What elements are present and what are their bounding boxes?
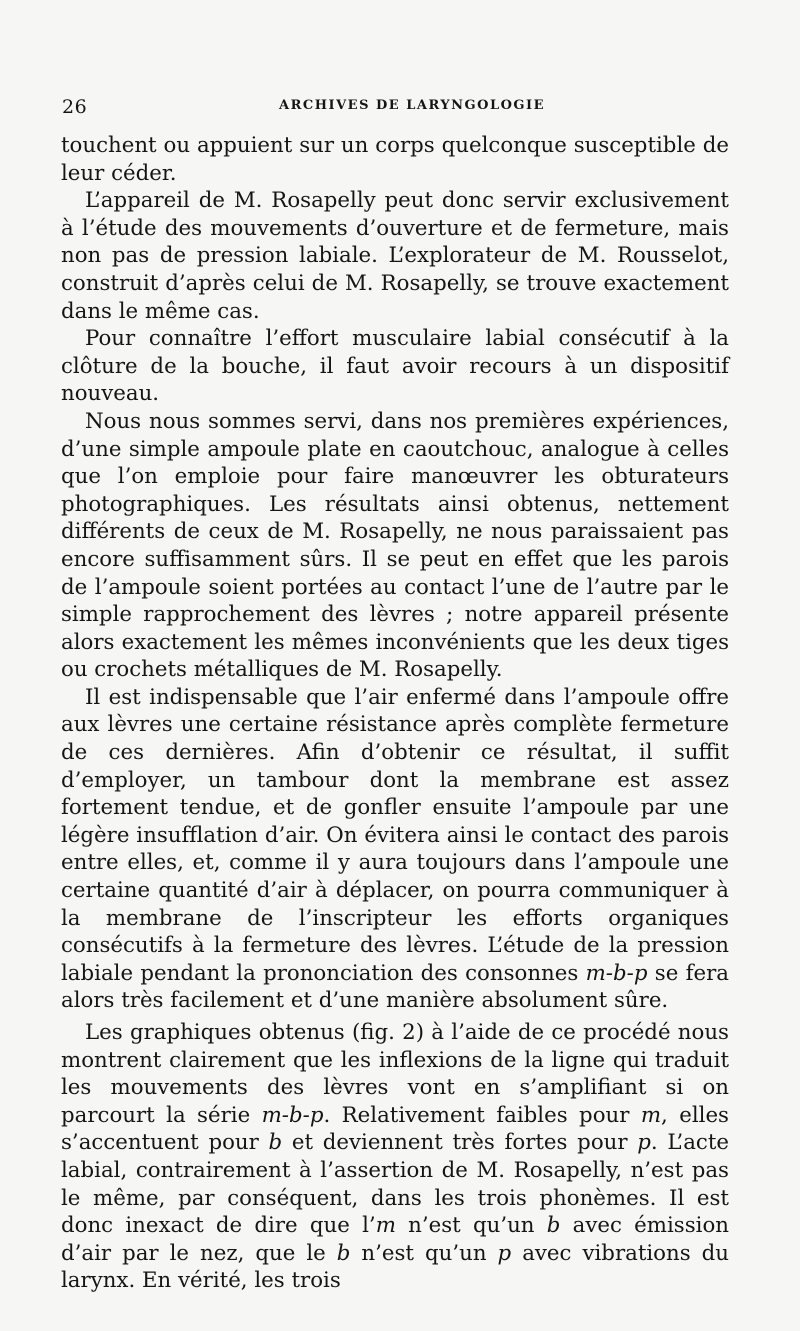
- paragraph-6-text: . L’acte labial, contrairement à l’assertion de M. Rosapelly, n’est pas le même, par conséquent, dans les trois phonèmes. Il est donc inexact de dire que l’: [61, 1130, 729, 1239]
- body-text: [61, 132, 729, 1295]
- paragraph-6-italic: p: [637, 1130, 651, 1156]
- paragraph-4: Nous nous sommes servi, dans nos premières expériences, d’une simple ampoule plate en caoutchouc, analogue à celles que l’on emploie pour faire manœuvrer les obturateurs photographiques. Les résultats ainsi obtenus, nettement différents de ceux de M. Rosapelly, ne nous paraissaient pas encore suffisamment sûrs. Il se peut en effet que les parois de l’ampoule soient portées au contact l’une de l’autre par le simple rapprochement des lèvres ; notre appareil présente alors exactement les mêmes inconvénients que les deux tiges ou crochets métalliques de M. Rosapelly.: [61, 408, 729, 683]
- paragraph-6-italic: m-b-p: [261, 1102, 324, 1128]
- paragraph-2: L’appareil de M. Rosapelly peut donc servir exclusivement à l’étude des mouvements d’ouverture et de fermeture, mais non pas de pression labiale. L’explorateur de M. Rousselot, construit d’après celui de M. Rosapelly, se trouve exactement dans le même cas.: [61, 188, 729, 324]
- paragraph-6: [61, 1019, 729, 1295]
- paragraph-6-text: . Relativement faibles pour: [323, 1102, 641, 1128]
- running-head: ARCHIVES DE LARYNGOLOGIE: [279, 98, 545, 113]
- paragraph-6-italic: b: [336, 1240, 351, 1266]
- paragraph-6-text: n’est qu’un: [395, 1213, 547, 1239]
- paragraph-6-text: Les graphiques obtenus (fig. 2) à l’aide de ce procédé nous montrent clairement que les inflexions de la ligne qui traduit les mouvements des lèvres vont en s’amplifiant si on parcourt la série: [61, 1020, 729, 1128]
- paragraph-6-italic: p: [497, 1240, 512, 1266]
- page-number: 26: [62, 96, 88, 118]
- paragraph-5-text-a: Il est indispensable que l’air enfermé dans l’ampoule offre aux lèvres une certaine résistance après complète fermeture de ces dernières. Afin d’obtenir ce résultat, il suffit d’employer, un tambour dont la membrane est assez fortement tendue, et de gonfler ensuite l’ampoule par une légère insufflation d’air. On évitera ainsi le contact des parois entre elles, et, comme il y aura toujours dans l’ampoule une certaine quantité d’air à déplacer, on pourra communiquer à la membrane de l’inscripteur les efforts organiques consécutifs à la fermeture des lèvres. L’étude de la pression labiale pendant la prononciation des consonnes: [61, 684, 729, 986]
- paragraph-6-italic: b: [546, 1213, 561, 1239]
- page-header: [62, 96, 730, 122]
- paragraph-6-italic: m: [375, 1213, 396, 1239]
- paragraph-6-text: et deviennent très fortes pour: [282, 1130, 638, 1156]
- paragraph-6-text: n’est qu’un: [350, 1240, 498, 1266]
- paragraph-5-italic: m-b-p: [585, 960, 648, 986]
- paragraph-6-text: , elles s’accentuent pour: [61, 1102, 729, 1156]
- paragraph-5: [61, 684, 729, 1015]
- paragraph-6-italic: b: [268, 1130, 283, 1156]
- paragraph-6-italic: m: [640, 1102, 662, 1128]
- paragraph-5-text-b: se fera alors très facilement et d’une manière absolument sûre.: [61, 960, 729, 1014]
- paragraph-6-text: avec vibrations du larynx. En vérité, les trois: [61, 1240, 730, 1294]
- paragraph-1: touchent ou appuient sur un corps quelconque susceptible de leur céder.: [61, 133, 729, 186]
- paragraph-6-text: avec émission d’air par le nez, que le: [61, 1213, 730, 1266]
- paragraph-3: Pour connaître l’effort musculaire labial consécutif à la clôture de la bouche, il faut avoir recours à un dispositif nouveau.: [61, 326, 729, 407]
